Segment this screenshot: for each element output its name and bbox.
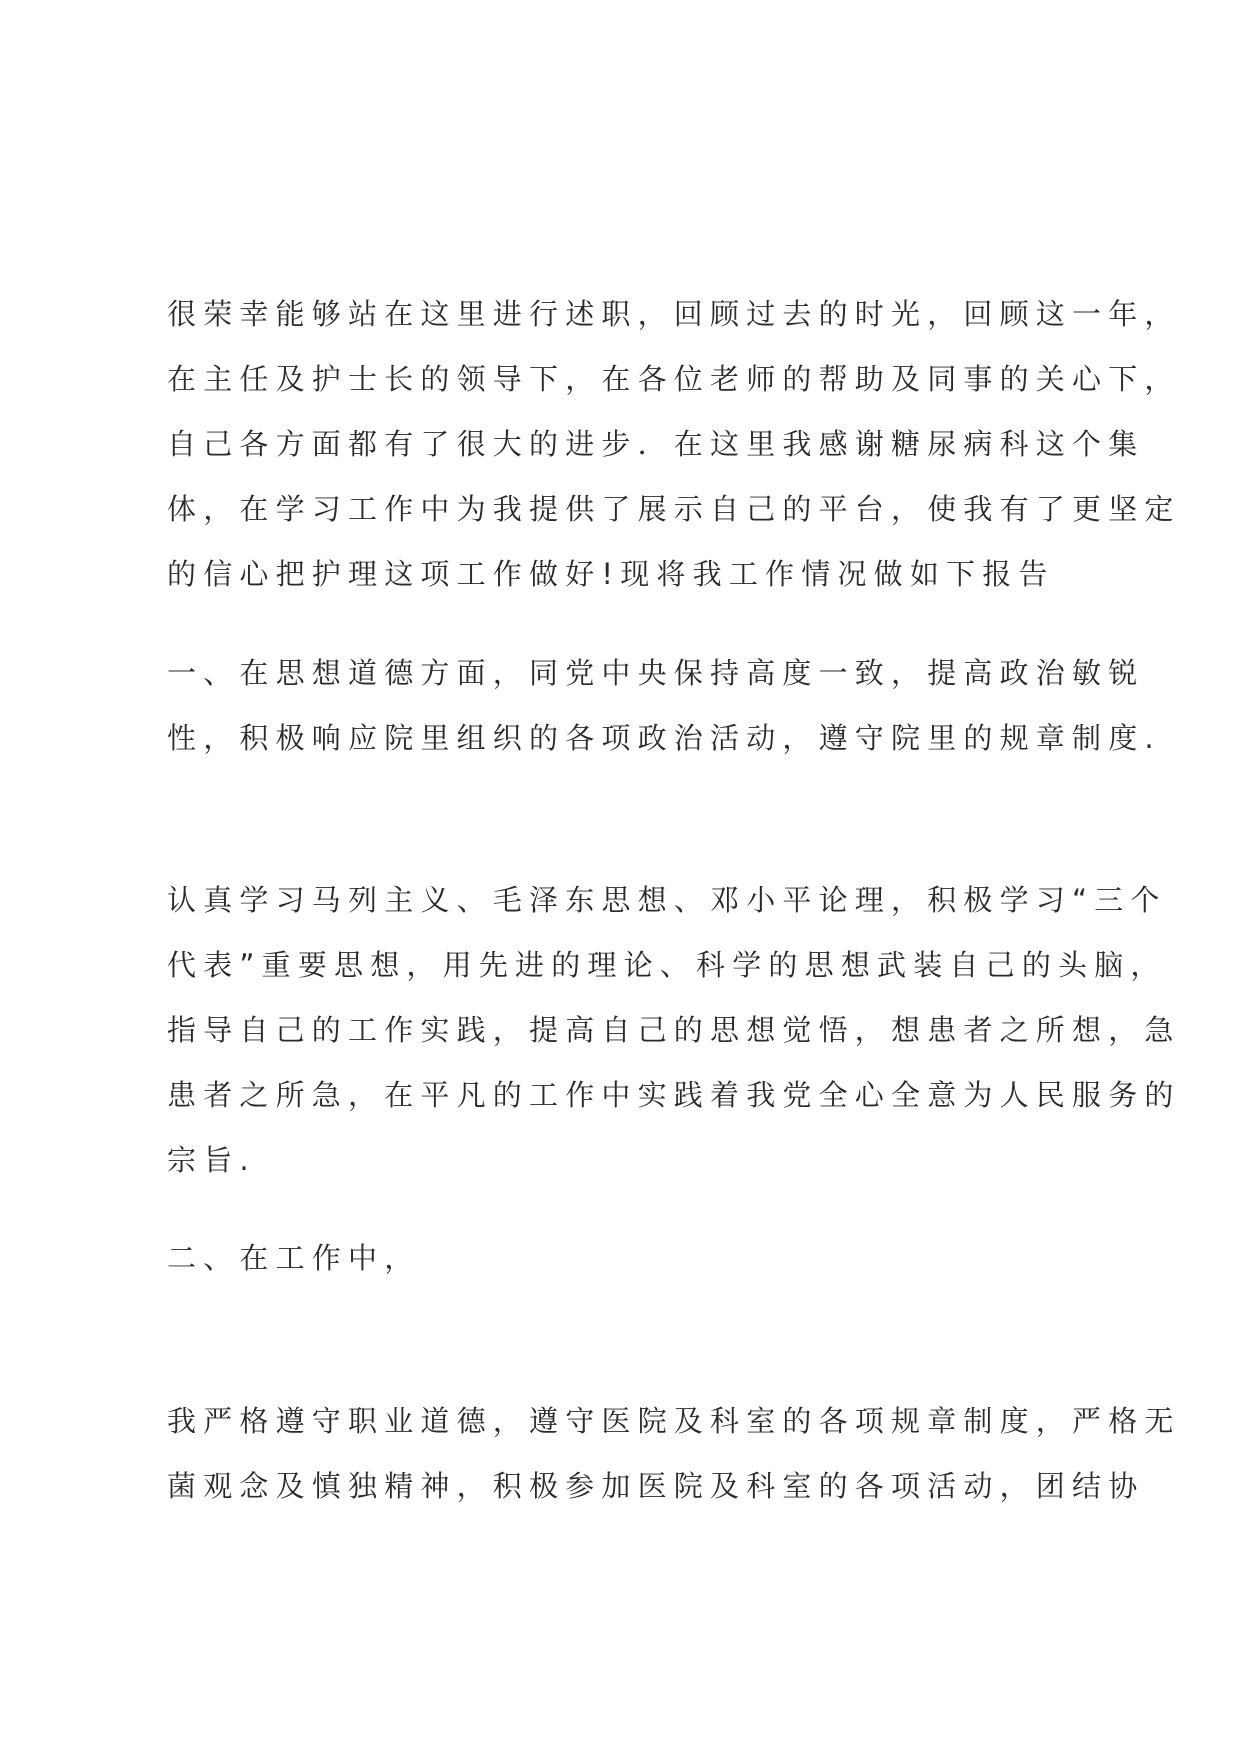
text-line: 指导自己的工作实践，提高自己的思想觉悟，想患者之所想，急 <box>167 1013 1181 1047</box>
text-line: 认真学习马列主义、毛泽东思想、邓小平论理，积极学习“三个 <box>167 883 1167 917</box>
text-line: 代表”重要思想，用先进的理论、科学的思想武装自己的头脑， <box>167 948 1167 982</box>
text-line: 一、在思想道德方面，同党中央保持高度一致，提高政治敏锐 <box>167 656 1145 690</box>
paragraph-work <box>167 1389 1181 1519</box>
text-line: 很荣幸能够站在这里进行述职，回顾过去的时光，回顾这一年， <box>167 297 1181 331</box>
text-line: 菌观念及慎独精神，积极参加医院及科室的各项活动，团结协 <box>167 1469 1145 1503</box>
paragraph-intro <box>167 282 1181 607</box>
text-line: 在主任及护士长的领导下，在各位老师的帮助及同事的关心下， <box>167 362 1181 396</box>
paragraph-study <box>167 868 1181 1193</box>
text-line: 性，积极响应院里组织的各项政治活动，遵守院里的规章制度. <box>167 721 1161 755</box>
text-line: 的信心把护理这项工作做好!现将我工作情况做如下报告 <box>167 557 1055 591</box>
text-line: 自己各方面都有了很大的进步．在这里我感谢糖尿病科这个集 <box>167 427 1145 461</box>
text-line: 二、在工作中， <box>167 1241 421 1275</box>
text-line: 我严格遵守职业道德，遵守医院及科室的各项规章制度，严格无 <box>167 1404 1181 1438</box>
text-line: 宗旨. <box>167 1143 256 1177</box>
text-line: 体，在学习工作中为我提供了展示自己的平台，使我有了更坚定 <box>167 492 1181 526</box>
text-line: 患者之所急，在平凡的工作中实践着我党全心全意为人民服务的 <box>167 1078 1181 1112</box>
paragraph-section-two-heading <box>167 1226 1087 1291</box>
paragraph-section-one <box>167 641 1161 771</box>
